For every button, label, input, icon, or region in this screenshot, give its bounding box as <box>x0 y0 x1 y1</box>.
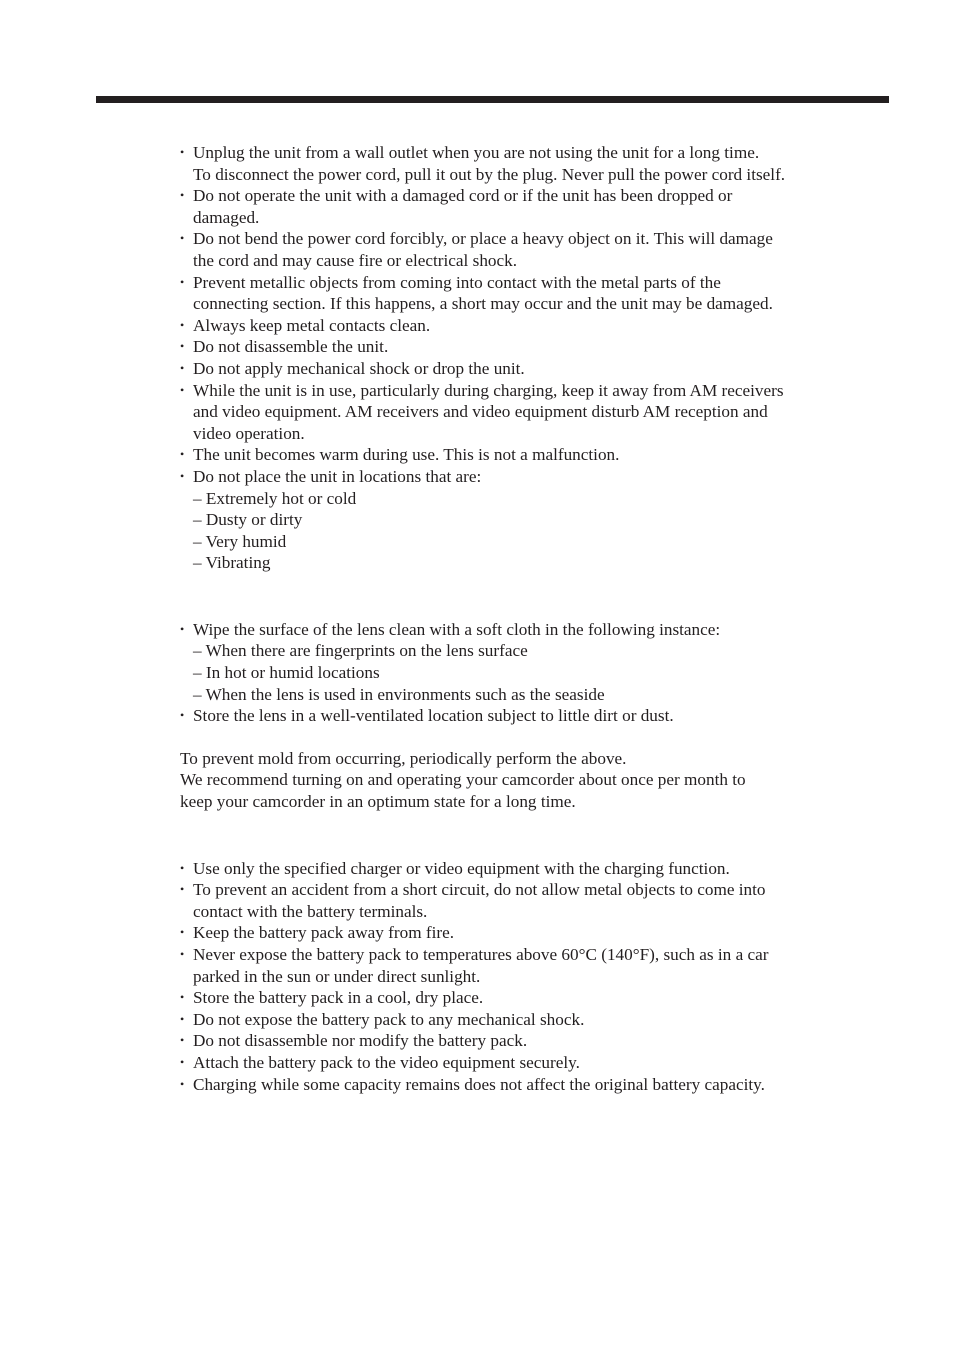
section-gap <box>180 727 900 748</box>
list-item <box>180 1074 900 1096</box>
item-line: Store the battery pack in a cool, dry place. <box>193 988 484 1008</box>
list-item <box>180 858 900 880</box>
list-item <box>180 705 900 727</box>
item-line: To disconnect the power cord, pull it out by the plug. Never pull the power cord itself. <box>193 164 786 184</box>
bullet-icon: • <box>180 990 185 1005</box>
bullet-icon: • <box>180 447 185 462</box>
sub-item: – When the lens is used in environments such as the seaside <box>193 684 605 704</box>
item-line: Wipe the surface of the lens clean with a soft cloth in the following instance: <box>193 619 721 639</box>
battery-precautions-list <box>180 858 900 1096</box>
bullet-icon: • <box>180 317 185 332</box>
list-item <box>180 142 900 185</box>
mold-note <box>180 748 900 813</box>
item-line: Do not place the unit in locations that are: <box>193 466 482 486</box>
bullet-icon: • <box>180 231 185 246</box>
list-item <box>180 336 900 358</box>
item-line: Do not bend the power cord forcibly, or place a heavy object on it. This will damage <box>193 229 773 249</box>
item-line: Charging while some capacity remains does not affect the original battery capacity. <box>193 1074 765 1094</box>
list-item <box>180 922 900 944</box>
list-item <box>180 358 900 380</box>
section-gap <box>180 574 900 619</box>
bullet-icon: • <box>180 145 185 159</box>
item-line: To prevent an accident from a short circuit, do not allow metal objects to come into <box>193 880 766 900</box>
list-item <box>180 380 900 445</box>
sub-item: – Extremely hot or cold <box>193 488 357 508</box>
sub-item: – In hot or humid locations <box>193 663 380 683</box>
item-line: Do not disassemble the unit. <box>193 337 389 357</box>
bullet-icon: • <box>180 1076 185 1091</box>
list-item <box>180 1030 900 1052</box>
bullet-icon: • <box>180 1011 185 1026</box>
bullet-icon: • <box>180 860 185 875</box>
list-item <box>180 228 900 271</box>
item-line: The unit becomes warm during use. This is not a malfunction. <box>193 445 620 465</box>
bullet-icon: • <box>180 882 185 897</box>
item-line: Unplug the unit from a wall outlet when you are not using the unit for a long time. <box>193 143 760 162</box>
item-line: Do not apply mechanical shock or drop the unit. <box>193 358 525 378</box>
lens-care-list <box>180 619 900 727</box>
item-line: Never expose the battery pack to temperatures above 60°C (140°F), such as in a car <box>193 945 769 964</box>
list-item <box>180 987 900 1009</box>
item-line: Always keep metal contacts clean. <box>193 315 431 335</box>
item-line: video operation. <box>193 423 305 443</box>
list-item <box>180 1052 900 1074</box>
bullet-icon: • <box>180 360 185 375</box>
top-rule <box>96 96 889 103</box>
item-line: Do not disassemble nor modify the battery pack. <box>193 1031 528 1051</box>
item-line: Do not expose the battery pack to any mechanical shock. <box>193 1009 585 1029</box>
item-line: damaged. <box>193 207 260 227</box>
sub-item: – Vibrating <box>193 553 271 573</box>
bullet-icon: • <box>180 382 185 397</box>
sub-item: – When there are fingerprints on the lens surface <box>193 641 528 661</box>
item-line: While the unit is in use, particularly during charging, keep it away from AM receivers <box>193 380 784 400</box>
item-line: Use only the specified charger or video equipment with the charging function. <box>193 858 730 878</box>
list-item <box>180 879 900 922</box>
bullet-icon: • <box>180 925 185 940</box>
paragraph-line: We recommend turning on and operating your camcorder about once per month to <box>180 770 746 790</box>
bullet-icon: • <box>180 339 185 354</box>
item-line: and video equipment. AM receivers and video equipment disturb AM reception and <box>193 402 768 422</box>
bullet-icon: • <box>180 468 185 483</box>
item-line: Keep the battery pack away from fire. <box>193 923 455 943</box>
item-line: the cord and may cause fire or electrical shock. <box>193 250 518 270</box>
list-item <box>180 466 900 488</box>
bullet-icon: • <box>180 1033 185 1048</box>
item-line: Store the lens in a well-ventilated location subject to little dirt or dust. <box>193 706 674 726</box>
item-line: Do not operate the unit with a damaged cord or if the unit has been dropped or <box>193 186 733 206</box>
bullet-icon: • <box>180 274 185 289</box>
item-line: contact with the battery terminals. <box>193 901 428 921</box>
section-gap <box>180 813 900 858</box>
list-item <box>180 185 900 228</box>
list-item <box>180 619 900 641</box>
item-line: Attach the battery pack to the video equipment securely. <box>193 1052 580 1072</box>
item-line: parked in the sun or under direct sunlight. <box>193 966 481 986</box>
page-content <box>180 142 900 1095</box>
bullet-icon: • <box>180 1054 185 1069</box>
paragraph-line: keep your camcorder in an optimum state for a long time. <box>180 792 576 812</box>
sub-item: – Very humid <box>193 531 287 551</box>
paragraph-line: To prevent mold from occurring, periodically perform the above. <box>180 748 627 768</box>
item-line: connecting section. If this happens, a short may occur and the unit may be damaged. <box>193 294 773 314</box>
item-line: Prevent metallic objects from coming into contact with the metal parts of the <box>193 272 721 292</box>
bullet-icon: • <box>180 621 185 636</box>
list-item <box>180 444 900 466</box>
list-item <box>180 944 900 987</box>
bullet-icon: • <box>180 188 185 203</box>
bullet-icon: • <box>180 708 185 723</box>
bullet-icon: • <box>180 947 185 961</box>
list-item <box>180 272 900 315</box>
list-item <box>180 1009 900 1031</box>
list-item <box>180 315 900 337</box>
unit-precautions-list <box>180 142 900 574</box>
sub-item: – Dusty or dirty <box>193 510 303 530</box>
